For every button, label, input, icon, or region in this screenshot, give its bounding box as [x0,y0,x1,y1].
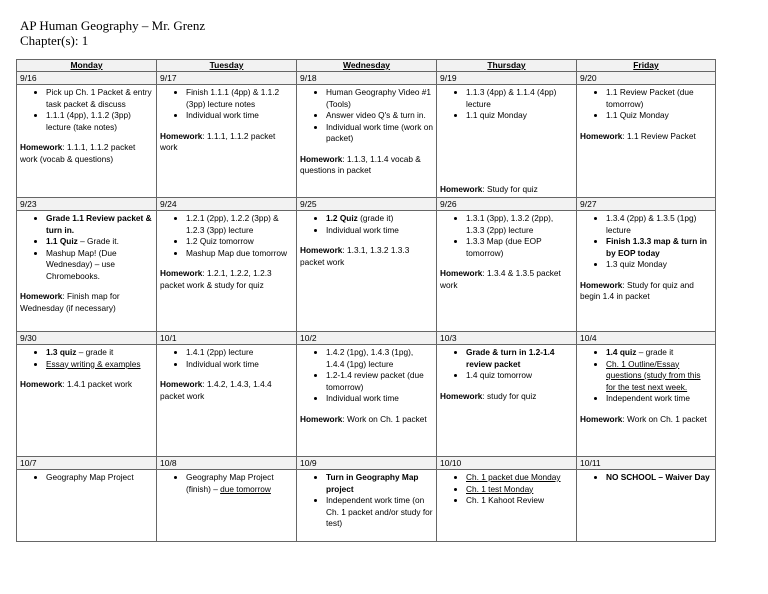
homework-label: Homework [440,268,483,278]
homework-note [160,131,293,154]
homework-note [20,142,153,165]
agenda-item-text: (grade it) [357,213,394,223]
agenda-list [160,213,293,259]
day-cell [17,211,157,332]
agenda-item [186,110,293,122]
homework-label: Homework [580,130,623,141]
agenda-item-text: NO SCHOOL – Waiver Day [606,472,710,482]
homework-note [160,379,293,402]
day-cell [17,345,157,457]
agenda-item-text: Grade & turn in 1.2-1.4 review packet [466,347,555,369]
agenda-item-text: 1.4.2 (1pg), 1.4.3 (1pg), 1.4.4 (1pg) lecture [326,347,414,369]
homework-note [440,391,573,403]
agenda-item [46,359,153,371]
agenda-item-text: Ch. 1 test Monday [466,483,534,494]
agenda-item [46,236,153,248]
agenda-item-text: Individual work time (work on packet) [326,121,433,143]
agenda-item-text: 1.1 Quiz [46,236,78,246]
date-cell: 9/26 [437,198,577,211]
homework-note [20,291,153,314]
date-cell: 10/4 [577,332,716,345]
agenda-item [326,225,433,237]
date-cell: 10/2 [297,332,437,345]
homework-text: : 1.1.1, 1.1.2 packet work (vocab & questions) [20,142,136,164]
agenda-item [466,236,573,259]
agenda-item [186,347,293,359]
agenda-item-text: Individual work time [326,393,399,403]
date-cell: 9/16 [17,72,157,85]
agenda-item [46,87,153,110]
homework-text: : Work on Ch. 1 packet [622,413,707,424]
date-cell: 9/20 [577,72,716,85]
day-cell [157,345,297,457]
agenda-item-text: Answer video Q's & turn in. [326,110,426,120]
homework-text: : study for quiz [482,390,537,401]
agenda-item-text: 1.3.1 (3pp), 1.3.2 (2pp), 1.3.3 (2pp) lecture [466,213,554,235]
agenda-item [46,213,153,236]
agenda-list [300,472,433,530]
agenda-item [606,359,712,394]
agenda-item [466,472,573,484]
homework-note [580,414,712,426]
date-cell: 10/9 [297,457,437,470]
date-cell: 10/10 [437,457,577,470]
agenda-item-text: Pick up Ch. 1 Packet & entry task packet & discuss [46,87,152,109]
agenda-list [160,87,293,122]
agenda-list [160,347,293,370]
agenda-item [186,359,293,371]
date-cell: 9/25 [297,198,437,211]
day-cell [297,211,437,332]
date-cell: 9/17 [157,72,297,85]
agenda-item [186,472,293,495]
agenda-item [606,236,712,259]
homework-label: Homework [300,413,343,424]
homework-text: : Work on Ch. 1 packet [342,413,427,424]
agenda-item-text: 1.1 Review Packet (due tomorrow) [606,87,694,109]
agenda-item [606,259,712,271]
homework-note [440,268,573,291]
agenda-item [606,393,712,405]
agenda-list [160,472,293,495]
homework-label: Homework [160,379,203,389]
agenda-item [326,213,433,225]
week-content-row [17,345,716,457]
agenda-item-text: Ch. 1 Outline/Essay questions (study from this for the test next week. [606,358,701,392]
agenda-item-text: Geography Map Project (finish) – [186,472,274,494]
agenda-item [466,110,573,122]
agenda-item [466,484,573,496]
agenda-item [46,472,153,484]
homework-text: : 1.2.1, 1.2.2, 1.2.3 packet work & study for quiz [160,268,272,290]
homework-text: : Study for quiz [482,183,538,194]
agenda-item [466,370,573,382]
agenda-list [580,87,712,122]
homework-note [300,414,433,426]
agenda-item [186,87,293,110]
agenda-item-text: 1.2 Quiz [326,213,358,223]
agenda-list [580,472,712,484]
agenda-item [46,248,153,283]
agenda-item-text: due tomorrow [220,483,271,494]
agenda-item [326,122,433,145]
agenda-item-text: 1.2 Quiz tomorrow [186,236,254,246]
week-content-row [17,211,716,332]
agenda-item [326,87,433,110]
agenda-item-text: 1.4 quiz tomorrow [466,370,532,380]
day-header-friday: Friday [577,60,716,72]
chapter-line: Chapter(s): 1 [20,33,89,48]
agenda-item [46,110,153,133]
agenda-item [606,347,712,359]
homework-label: Homework [20,379,63,389]
agenda-item-text: 1.4 quiz [606,347,637,357]
agenda-item-text: Geography Map Project [46,472,134,482]
day-cell [17,470,157,542]
homework-note [20,379,153,391]
homework-label: Homework [440,390,483,401]
day-cell [437,211,577,332]
day-cell [17,85,157,198]
homework-label: Homework [160,268,203,278]
homework-note [300,245,433,268]
agenda-item [326,495,433,530]
homework-text: : 1.1.3, 1.1.4 vocab & questions in packet [300,153,421,175]
homework-text: : Study for quiz and begin 1.4 in packet [580,279,694,301]
agenda-item-text: 1.1 quiz Monday [466,110,527,120]
course-title: AP Human Geography – Mr. Grenz [20,18,206,33]
homework-note [580,280,712,303]
agenda-item-text: 1.4.1 (2pp) lecture [186,347,254,357]
agenda-list [300,213,433,236]
agenda-item-text: 1.1.1 (4pp), 1.1.2 (3pp) lecture (take notes) [46,110,131,132]
agenda-item-text: Ch. 1 packet due Monday [466,472,561,482]
day-cell [297,470,437,542]
agenda-list [440,213,573,259]
agenda-item-text: – Grade it. [77,236,119,246]
agenda-item [606,213,712,236]
homework-label: Homework [300,153,343,164]
agenda-item [466,495,573,507]
agenda-item [466,347,573,370]
day-cell [437,85,577,198]
agenda-item-text: Finish 1.3.3 map & turn in by EOP today [606,236,707,258]
date-row [17,72,716,85]
day-cell [157,85,297,198]
date-row [17,198,716,211]
date-cell: 10/8 [157,457,297,470]
document-header [20,18,205,48]
agenda-item-text: Individual work time [326,224,399,235]
date-cell: 9/18 [297,72,437,85]
agenda-item-text: Individual work time [186,110,259,120]
date-cell: 9/27 [577,198,716,211]
agenda-list [20,472,153,484]
agenda-item-text: 1.3 quiz Monday [606,259,667,269]
homework-text: : 1.3.4 & 1.3.5 packet work [440,268,561,290]
day-cell [297,85,437,198]
homework-note [160,268,293,291]
agenda-item [46,347,153,359]
date-cell: 10/7 [17,457,157,470]
agenda-item [326,347,433,370]
homework-label: Homework [20,142,63,152]
agenda-list [300,87,433,145]
day-cell [437,470,577,542]
agenda-item-text: Independent work time [606,393,690,403]
agenda-item-text: 1.1 Quiz Monday [606,110,669,120]
homework-label: Homework [160,130,203,141]
agenda-list [440,87,573,122]
homework-label: Homework [440,183,483,194]
agenda-list [440,472,573,507]
weekly-schedule-table [16,59,716,542]
agenda-item-text: Essay writing & examples [46,358,141,369]
week-content-row [17,85,716,198]
agenda-list [580,213,712,271]
date-cell: 9/30 [17,332,157,345]
agenda-item-text: Finish 1.1.1 (4pp) & 1.1.2 (3pp) lecture notes [186,87,280,109]
agenda-item [326,393,433,405]
homework-text: : 1.1 Review Packet [622,130,696,141]
date-cell: 10/11 [577,457,716,470]
agenda-item [326,110,433,122]
day-cell [157,470,297,542]
agenda-list [440,347,573,382]
agenda-item-text: 1.1.3 (4pp) & 1.1.4 (4pp) lecture [466,87,557,109]
homework-note [440,184,573,196]
agenda-item-text: – grade it [76,347,114,357]
homework-label: Homework [20,291,63,301]
agenda-item [186,213,293,236]
agenda-item [606,110,712,122]
homework-label: Homework [580,279,623,290]
agenda-item-text: – grade it [636,347,674,357]
agenda-item [466,213,573,236]
agenda-item [326,472,433,495]
day-header-wednesday: Wednesday [297,60,437,72]
day-cell [577,211,716,332]
homework-text: : 1.4.2, 1.4.3, 1.4.4 packet work [160,379,272,401]
day-cell [577,470,716,542]
day-cell [577,345,716,457]
date-cell: 9/19 [437,72,577,85]
agenda-item-text: 1.3.4 (2pp) & 1.3.5 (1pg) lecture [606,213,697,235]
homework-note [580,131,712,143]
agenda-list [580,347,712,405]
agenda-item [606,472,712,484]
agenda-item-text: Human Geography Video #1 (Tools) [326,87,432,109]
day-header-monday: Monday [17,60,157,72]
agenda-item-text: Independent work time (on Ch. 1 packet and/or study for test) [326,495,433,528]
homework-text: : 1.3.1, 1.3.2 1.3.3 packet work [300,245,410,267]
agenda-list [20,213,153,282]
agenda-item-text: 1.2.1 (2pp), 1.2.2 (3pp) & 1.2.3 (3pp) lecture [186,213,279,235]
agenda-item-text: Ch. 1 Kahoot Review [466,495,544,505]
homework-text: : 1.4.1 packet work [62,379,133,389]
agenda-item-text: Turn in Geography Map project [326,472,419,494]
date-cell: 9/23 [17,198,157,211]
agenda-list [20,87,153,133]
date-cell: 10/1 [157,332,297,345]
agenda-item-text: 1.3.3 Map (due EOP tomorrow) [466,236,542,258]
day-header-tuesday: Tuesday [157,60,297,72]
agenda-item [466,87,573,110]
agenda-item-text: 1.3 quiz [46,347,77,357]
agenda-item-text: 1.2-1.4 review packet (due tomorrow) [326,370,424,392]
homework-label: Homework [580,413,623,424]
agenda-item-text: Mashup Map! (Due Wednesday) – use Chromebooks. [46,247,117,281]
day-header-thursday: Thursday [437,60,577,72]
day-cell [577,85,716,198]
agenda-list [300,347,433,405]
date-cell: 10/3 [437,332,577,345]
homework-label: Homework [300,245,343,255]
homework-text: : 1.1.1, 1.1.2 packet work [160,130,276,152]
agenda-item [186,236,293,248]
homework-note [300,154,433,177]
agenda-item-text: Individual work time [186,358,259,369]
agenda-item [186,248,293,260]
agenda-item [606,87,712,110]
date-row [17,457,716,470]
day-cell [437,345,577,457]
agenda-list [20,347,153,370]
agenda-item-text: Mashup Map due tomorrow [186,247,287,258]
day-cell [157,211,297,332]
week-content-row [17,470,716,542]
day-cell [297,345,437,457]
day-header-row [17,60,716,72]
agenda-item [326,370,433,393]
homework-text: : Finish map for Wednesday (if necessary) [20,291,120,313]
date-cell: 9/24 [157,198,297,211]
agenda-item-text: Grade 1.1 Review packet & turn in. [46,213,152,235]
date-row [17,332,716,345]
